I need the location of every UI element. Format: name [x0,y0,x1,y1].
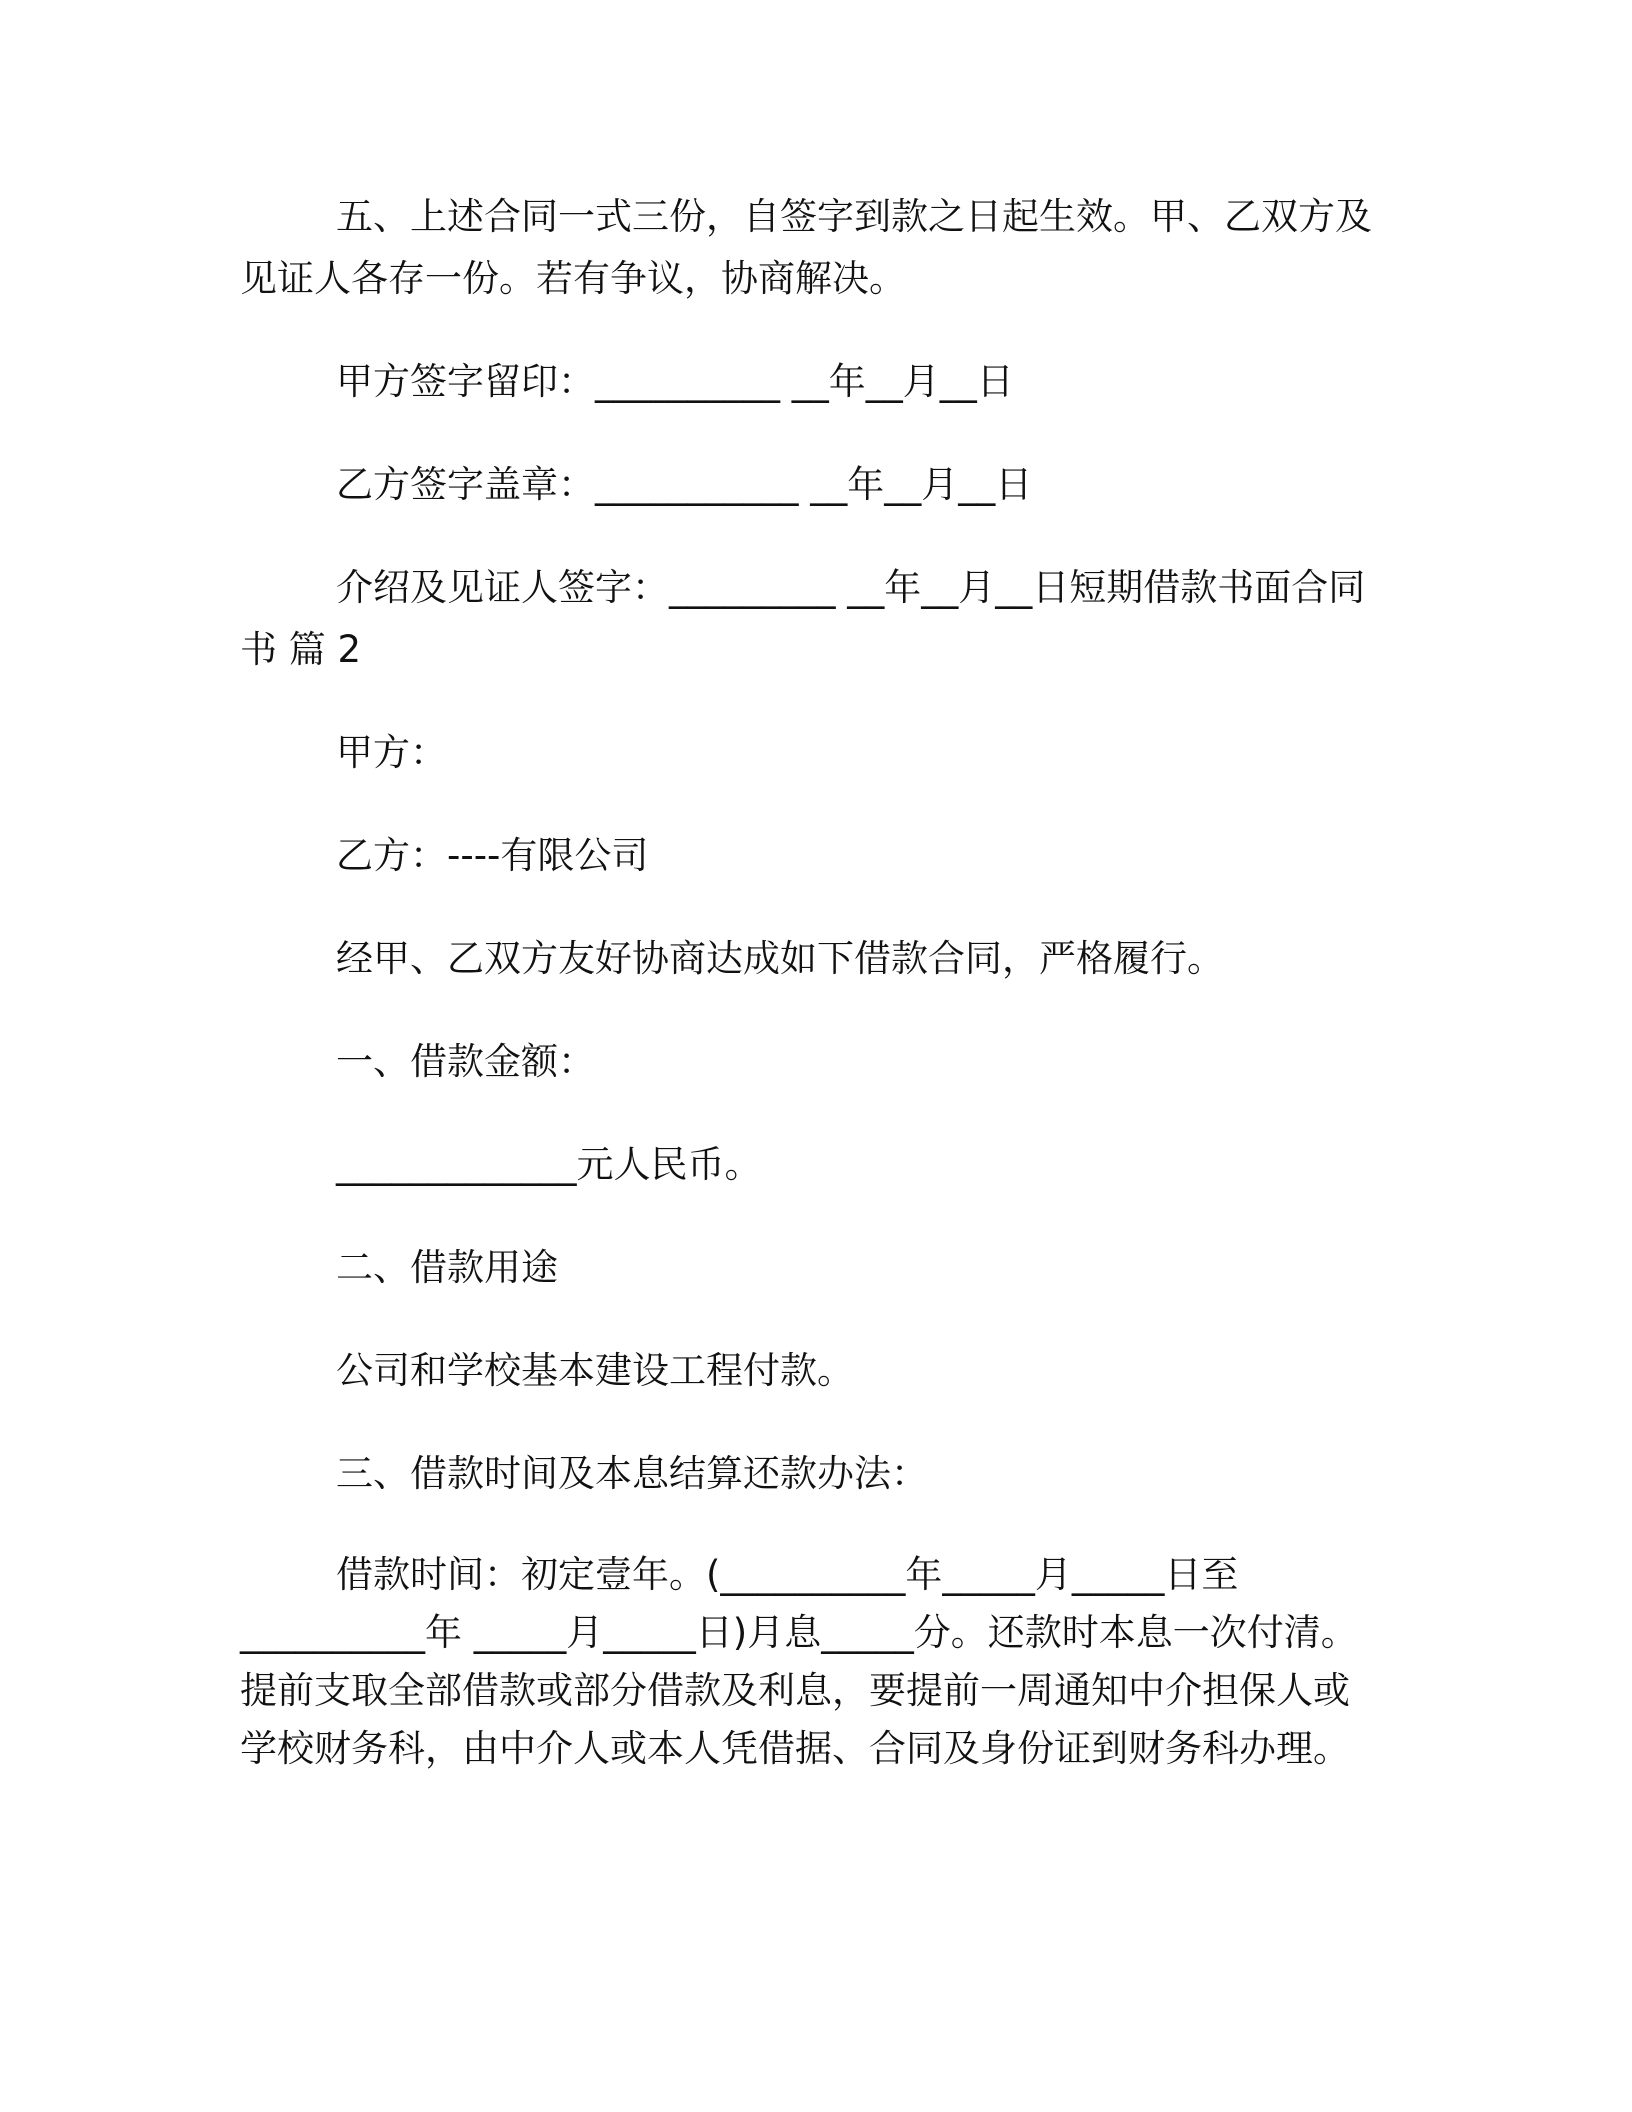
document-body [240,186,1410,1819]
party-a-signature-line: 甲方签字留印：__________ __年__月__日 [336,360,1014,403]
text-line: 五、上述合同一式三份，自签字到款之日起生效。甲、乙双方及 [336,195,1372,238]
clause-5-paragraph [240,186,1410,310]
section-heading-amount: 一、借款金额： [336,1040,595,1083]
witness-signature-paragraph [240,557,1410,681]
text-line: __________年 _____月_____日)月息_____分。还款时本息一次付清。 [240,1611,1358,1654]
party-b-label: 乙方：----有限公司 [336,834,649,877]
party-a-label: 甲方： [336,731,447,774]
party-b-signature-line: 乙方签字盖章：___________ __年__月__日 [336,463,1033,506]
text-line: 书 篇 2 [240,628,362,671]
intro-paragraph: 经甲、乙双方友好协商达成如下借款合同，严格履行。 [336,937,1224,980]
text-line: 学校财务科，由中介人或本人凭借据、合同及身份证到财务科办理。 [240,1727,1350,1770]
text-line: 介绍及见证人签字：_________ __年__月__日短期借款书面合同 [336,566,1366,609]
section-heading-purpose: 二、借款用途 [336,1246,558,1289]
text-line: 见证人各存一份。若有争议，协商解决。 [240,257,906,300]
section-heading-term: 三、借款时间及本息结算还款办法： [336,1452,928,1495]
loan-term-paragraph [240,1546,1410,1778]
text-line: 借款时间：初定壹年。(__________年_____月_____日至 [336,1553,1239,1596]
amount-line: _____________元人民币。 [336,1143,762,1186]
text-line: 提前支取全部借款或部分借款及利息，要提前一周通知中介担保人或 [240,1669,1350,1712]
purpose-paragraph: 公司和学校基本建设工程付款。 [336,1349,854,1392]
